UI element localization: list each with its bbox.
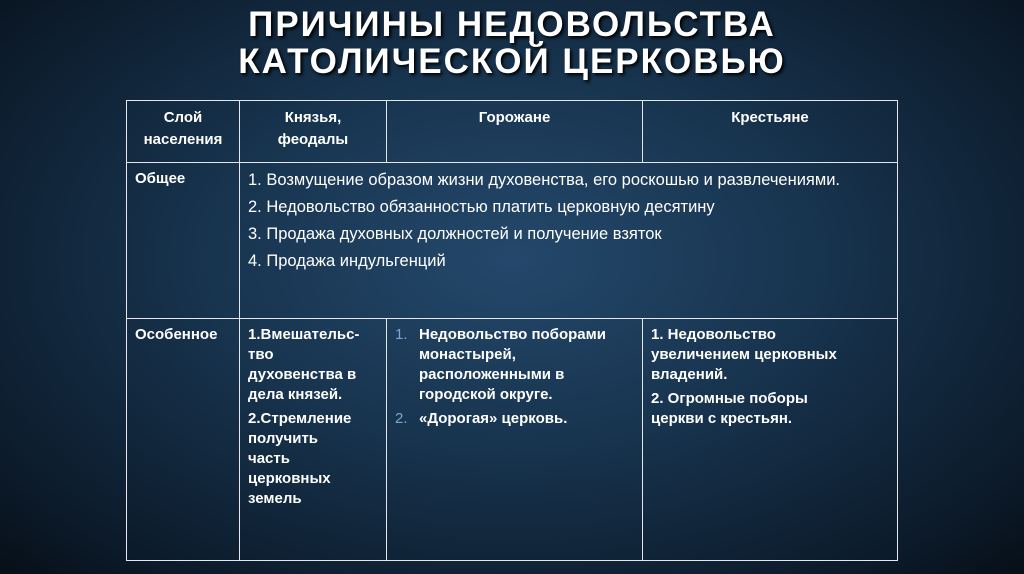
special-townspeople: [386, 318, 643, 561]
general-cause-item: 1. Возмущение образом жизни духовенства, его роскошью и развлечениями.: [248, 171, 841, 189]
row-label-general: Общее: [126, 162, 240, 319]
peasants-item: 2. Огромные поборы церкви с крестьян.: [651, 390, 808, 427]
title-line-2: КАТОЛИЧЕСКОЙ ЦЕРКОВЬЮ: [238, 42, 786, 81]
townspeople-item: 2. «Дорогая» церковь.: [395, 410, 568, 427]
list-number: 2.: [395, 410, 408, 427]
feudals-item: 1.Вмешательс-тво духовенства в дела князей.: [248, 326, 360, 403]
feudals-item: 2.Стремление получить часть церковных земель: [248, 410, 352, 507]
header-townspeople: Горожане: [386, 100, 643, 163]
slide-title: [0, 6, 1024, 80]
townspeople-item: 1. Недовольство поборами монастырей, расположенными в городской округе.: [395, 326, 606, 403]
general-causes: [239, 162, 898, 319]
general-cause-item: 2. Недовольство обязанностью платить церковную десятину: [248, 198, 715, 216]
general-cause-item: 4. Продажа индульгенций: [248, 252, 446, 270]
title-line-1: ПРИЧИНЫ НЕДОВОЛЬСТВА: [248, 5, 776, 44]
list-number: 1.: [395, 326, 408, 343]
special-peasants: [642, 318, 898, 561]
peasants-item: 1. Недовольство увеличением церковных владений.: [651, 326, 837, 383]
header-feudals: Князья, феодалы: [239, 100, 387, 163]
header-peasants: Крестьяне: [642, 100, 898, 163]
header-layer: Слой населения: [126, 100, 240, 163]
special-feudals: [239, 318, 387, 561]
row-label-special: Особенное: [126, 318, 240, 561]
general-cause-item: 3. Продажа духовных должностей и получение взяток: [248, 225, 662, 243]
